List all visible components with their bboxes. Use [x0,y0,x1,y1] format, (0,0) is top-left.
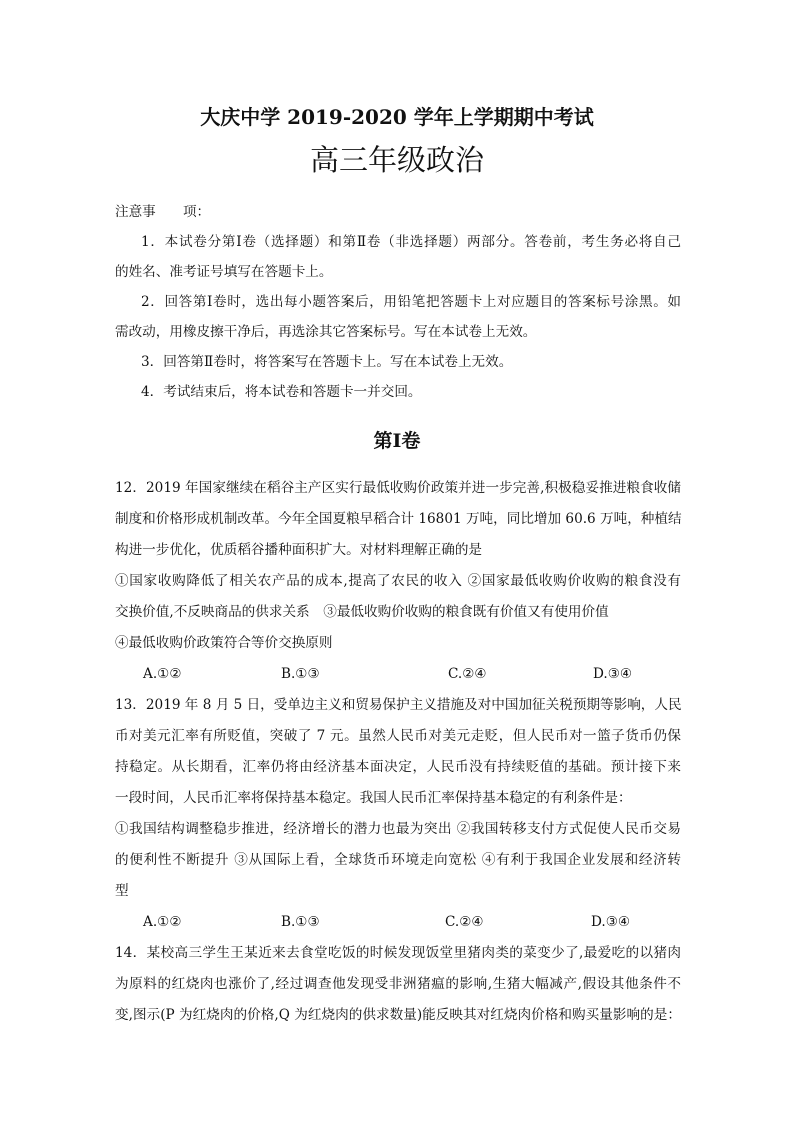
q12-stem-line-2: 制度和价格形成机制改革。今年全国夏粮早稻合计 16801 万吨，同比增加 60.6 万吨，种植结 [115,511,682,527]
exam-title: 大庆中学 2019-2020 学年上学期期中考试 [200,105,594,129]
q13-stem-line-2: 币对美元汇率有所贬值，突破了 7 元。虽然人民币对美元走贬，但人民币对一篮子货币仍保 [115,728,681,744]
q13-stem-line-1: 13．2019 年 8 月 5 日，受单边主义和贸易保护主义措施及对中国加征关税预期等影响，人民 [115,697,682,713]
notice-item-3: 3．回答第Ⅱ卷时，将答案写在答题卡上。写在本试卷上无效。 [141,354,513,370]
q12-statement-line-1: ①国家收购降低了相关农产品的成本,提高了农民的收入 ②国家最低收购价收购的粮食没有 [115,573,681,589]
notice-heading: 注意事 项： [115,204,211,220]
notice-item-1-line-1: 1．本试卷分第Ⅰ卷（选择题）和第Ⅱ卷（非选择题）两部分。答卷前，考生务必将自己 [141,234,681,250]
q13-statement-line-2: 的便利性不断提升 ③从国际上看，全球货币环境走向宽松 ④有利于我国企业发展和经济转 [115,852,681,868]
q13-option-a: A.①② [143,914,182,930]
q12-statement-line-2: 交换价值,不反映商品的供求关系 ③最低收购价收购的粮食既有价值又有使用价值 [115,604,609,620]
notice-item-1-line-2: 的姓名、准考证号填写在答题卡上。 [115,264,333,280]
q14-stem-line-2: 为原料的红烧肉也涨价了,经过调查他发现受非洲猪瘟的影响,生猪大幅减产,假设其他条件不 [115,976,681,992]
notice-item-4: 4．考试结束后，将本试卷和答题卡一并交回。 [141,384,422,400]
exam-subtitle: 高三年级政治 [309,143,484,177]
q13-option-b: B.①③ [281,914,320,930]
q14-stem-line-3: 变,图示(P 为红烧肉的价格,Q 为红烧肉的供求数量)能反映其对红烧肉价格和购买量影响的是： [115,1007,681,1023]
q12-statement-line-3: ④最低收购价政策符合等价交换原则 [115,635,333,651]
q13-stem-line-3: 持稳定。从长期看，汇率仍将由经济基本面决定，人民币没有持续贬值的基础。预计接下来 [115,759,681,775]
q12-option-c: C.②④ [448,666,487,682]
q12-option-a: A.①② [143,666,182,682]
q12-stem-line-3: 构进一步优化，优质稻谷播种面积扩大。对材料理解正确的是 [115,542,483,558]
q13-statement-line-1: ①我国结构调整稳步推进，经济增长的潜力也最为突出 ②我国转移支付方式促使人民币交易 [115,821,681,837]
notice-item-2-line-2: 需改动，用橡皮擦干净后，再选涂其它答案标号。写在本试卷上无效。 [115,324,537,340]
q13-option-c: C.②④ [445,914,484,930]
notice-item-2-line-1: 2．回答第Ⅰ卷时，选出每小题答案后，用铅笔把答题卡上对应题目的答案标号涂黑。如 [141,294,681,310]
q14-stem-line-1: 14．某校高三学生王某近来去食堂吃饭的时候发现饭堂里猪肉类的菜变少了,最爱吃的以猪肉 [115,945,681,961]
q13-option-d: D.③④ [591,914,631,930]
q12-stem-line-1: 12．2019 年国家继续在稻谷主产区实行最低收购价政策并进一步完善,积极稳妥推进粮食收储 [115,480,681,496]
q12-option-b: B.①③ [281,666,320,682]
q13-statement-line-3: 型 [115,883,129,899]
q12-option-d: D.③④ [593,666,633,682]
section-title: 第Ⅰ卷 [373,430,421,452]
q13-stem-line-4: 一段时间，人民币汇率将保持基本稳定。我国人民币汇率保持基本稳定的有利条件是： [115,790,632,806]
